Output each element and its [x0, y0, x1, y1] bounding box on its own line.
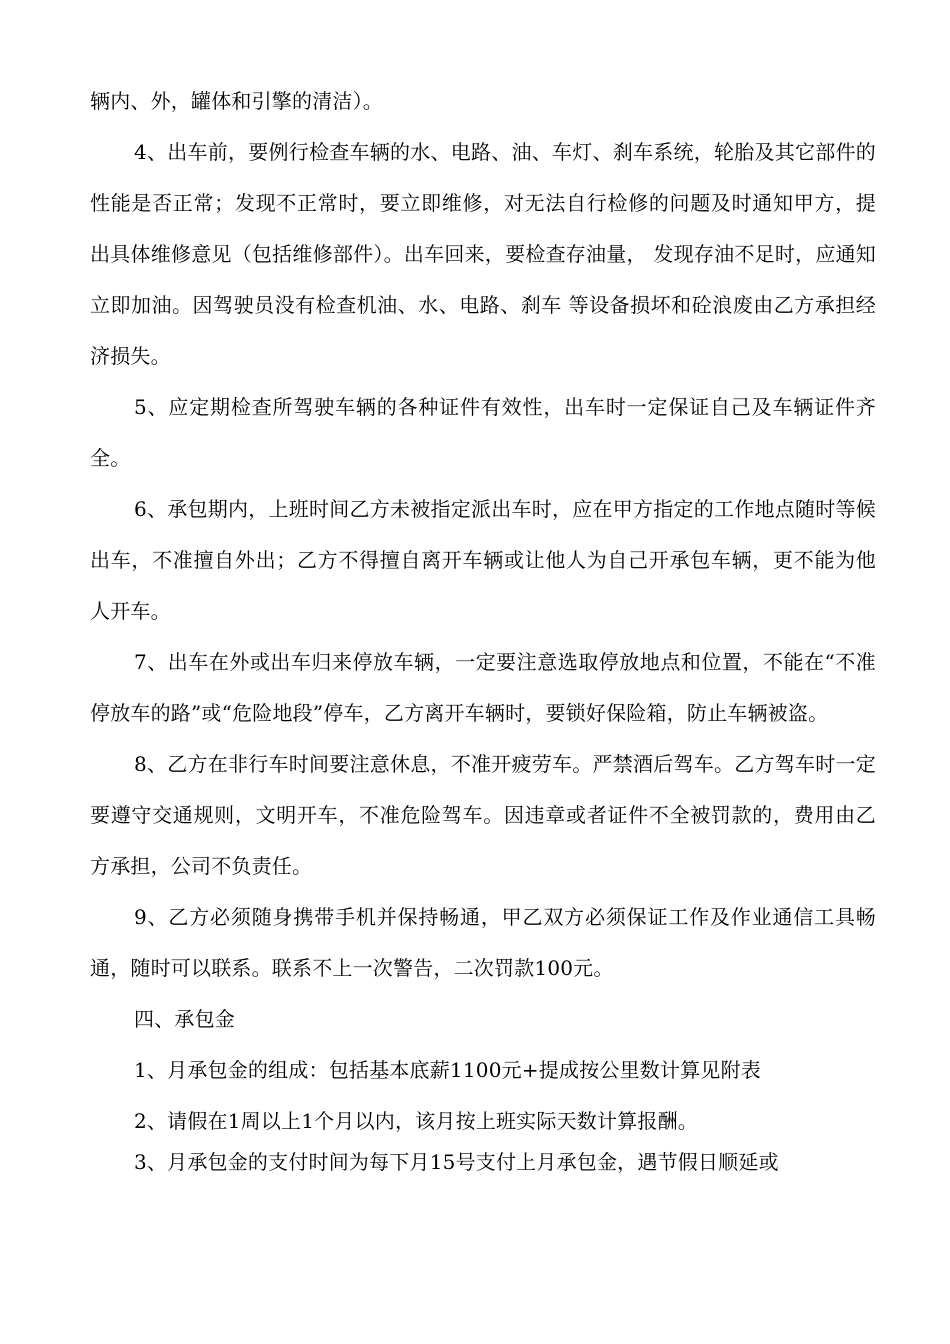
- clause-7-paragraph: 7、出车在外或出车归来停放车辆，一定要注意选取停放地点和位置，不能在“不准停放车的路”或“危险地段”停车，乙方离开车辆时，要锁好保险箱，防止车辆被盗。: [90, 650, 876, 725]
- clause-9-paragraph: 9、乙方必须随身携带手机并保持畅通，甲乙双方必须保证工作及作业通信工具畅通，随时可以联系。联系不上一次警告，二次罚款100元。: [90, 905, 876, 980]
- clause-4-paragraph: 4、出车前，要例行检查车辆的水、电路、油、车灯、刹车系统，轮胎及其它部件的性能是否正常；发现不正常时，要立即维修，对无法自行检修的问题及时通知甲方，提出具体维修意见（包括维修部件）。出车回来，要检查存油量， 发现存油不足时，应通知立即加油。因驾驶员没有检查机油、水、电路、刹车 等设备损坏和砼浪废由乙方承担经济损失。: [90, 140, 876, 368]
- clause-6-paragraph: 6、承包期内，上班时间乙方未被指定派出车时，应在甲方指定的工作地点随时等候出车，不准擅自外出；乙方不得擅自离开车辆或让他人为自己开承包车辆，更不能为他人开车。: [90, 497, 876, 623]
- section-heading-contract-fee: 四、承包金: [134, 1007, 235, 1031]
- document-body: [90, 76, 876, 1188]
- fee-clause-3-paragraph: 3、月承包金的支付时间为每下月15号支付上月承包金，遇节假日顺延或: [134, 1150, 779, 1174]
- fee-clause-1-paragraph: 1、月承包金的组成：包括基本底薪1100元+提成按公里数计算见附表: [134, 1058, 761, 1082]
- fee-clause-2-paragraph: 2、请假在1周以上1个月以内，该月按上班实际天数计算报酬。: [134, 1109, 698, 1133]
- clause-5-paragraph: 5、应定期检查所驾驶车辆的各种证件有效性，出车时一定保证自己及车辆证件齐全。: [90, 395, 876, 470]
- clause-8-paragraph: 8、乙方在非行车时间要注意休息，不准开疲劳车。严禁酒后驾车。乙方驾车时一定要遵守交通规则，文明开车，不准危险驾车。因违章或者证件不全被罚款的，费用由乙方承担，公司不负责任。: [90, 752, 876, 878]
- paragraph-continuation: 辆内、外，罐体和引擎的清洁）。: [90, 89, 383, 113]
